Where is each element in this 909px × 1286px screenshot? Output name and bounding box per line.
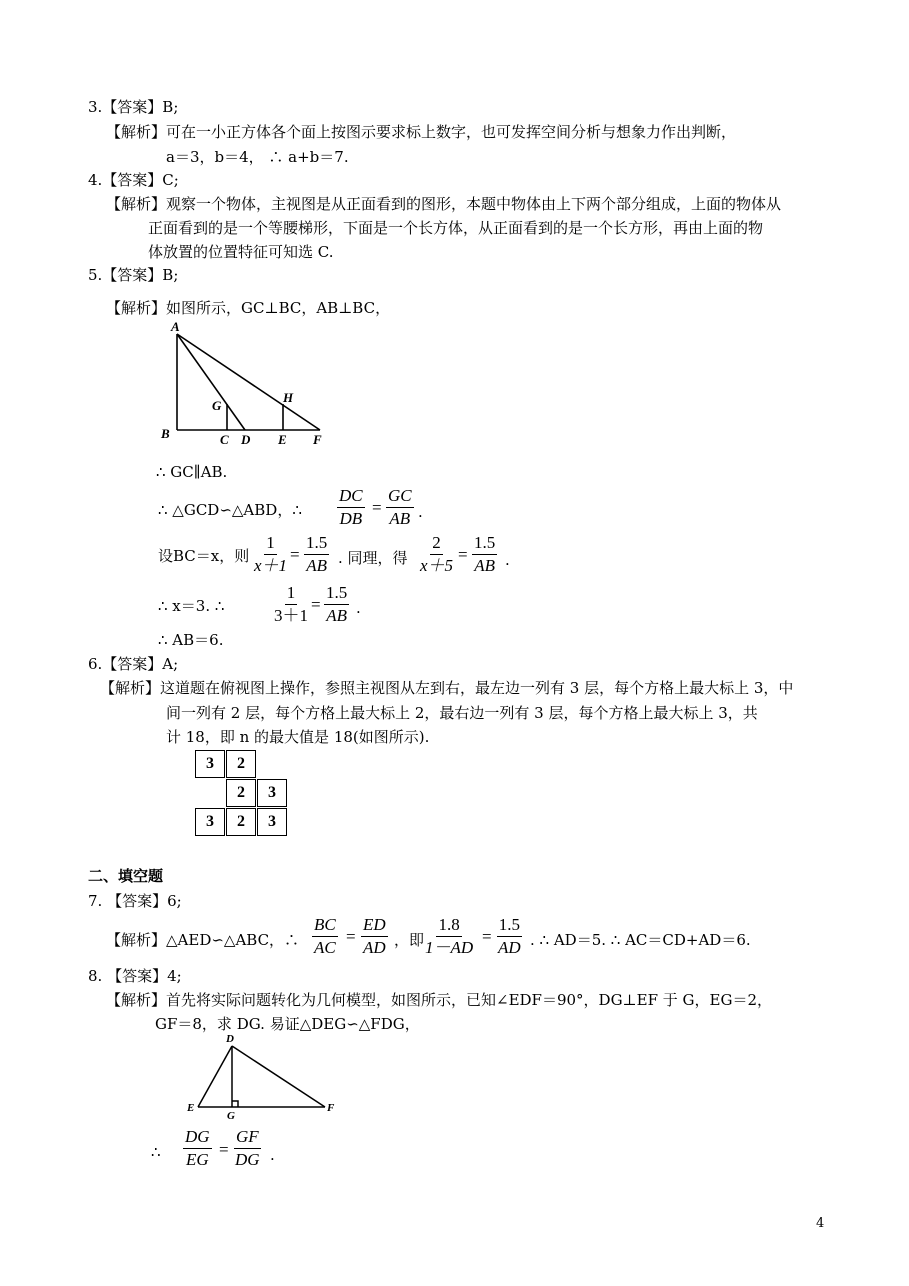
q7-mid: ，即 (394, 931, 425, 949)
fraction-denominator: AB (389, 509, 411, 528)
q5-label-e: E (278, 432, 287, 447)
q8-label-f: F (327, 1102, 335, 1114)
q7-analysis-prefix: 【解析】△AED∽△ABC，∴ (106, 931, 300, 949)
q5-step4-frac-a (272, 583, 310, 626)
fraction-numerator: GC (386, 486, 414, 508)
q4-answer: 4.【答案】C; (88, 171, 179, 189)
fraction-denominator: AB (326, 606, 348, 625)
q4-analysis-line1: 【解析】观察一个物体，主视图是从正面看到的图形，本题中物体由上下两个部分组成，上面的物体从 (106, 195, 782, 213)
q5-step5: ∴ AB＝6. (158, 631, 224, 649)
fraction-denominator: x＋5 (420, 556, 454, 575)
fraction-numerator: GF (234, 1127, 261, 1149)
grid-cell: 3 (257, 808, 287, 836)
period: . (270, 1146, 275, 1164)
q5-step2-frac-left (337, 486, 365, 529)
q5-step3-mid: . 同理，得 (338, 549, 408, 567)
fraction-numerator: DG (183, 1127, 212, 1149)
fraction-numerator: 1.5 (324, 583, 349, 605)
fraction-denominator: 1－AD (425, 938, 474, 957)
q3-result: a＝3，b＝4， ∴ a+b＝7. (166, 148, 349, 166)
q8-label-e: E (187, 1102, 195, 1114)
fraction-numerator: 1 (285, 583, 298, 605)
equals-sign: = (311, 595, 321, 614)
grid-cell: 3 (195, 750, 225, 778)
q5-step2-frac-right (386, 486, 414, 529)
q6-analysis-line3: 计 18，即 n 的最大值是 18(如图所示). (166, 728, 430, 746)
equals-sign: = (458, 545, 468, 564)
q6-analysis-line1: 【解析】这道题在俯视图上操作，参照主视图从左到右，最左边一列有 3 层，每个方格上最大标上 3，中 (100, 679, 794, 697)
q5-step4-frac-b (324, 583, 349, 626)
q5-step2-prefix: ∴ △GCD∽△ABD，∴ (158, 501, 302, 519)
q5-label-f: F (313, 432, 322, 447)
q5-answer: 5.【答案】B; (88, 266, 179, 284)
q8-frac-a (183, 1127, 212, 1170)
q5-label-g: G (212, 398, 222, 413)
q5-label-a: A (171, 319, 180, 334)
grid-cell: 2 (226, 808, 256, 836)
equals-sign: = (219, 1140, 229, 1159)
q5-step3-frac-a (252, 533, 289, 576)
q8-analysis-line1: 【解析】首先将实际问题转化为几何模型，如图所示，已知∠EDF＝90°，DG⊥EF 于 G，EG＝2， (106, 991, 773, 1009)
grid-cell: 2 (226, 779, 256, 807)
grid-cell: 3 (195, 808, 225, 836)
q8-frac-b (233, 1127, 262, 1170)
q7-frac-a (312, 915, 338, 958)
page-number: 4 (816, 1216, 825, 1231)
q8-conclusion-prefix: ∴ (151, 1143, 161, 1161)
equals-sign: = (482, 927, 492, 946)
q5-analysis: 【解析】如图所示，GC⊥BC，AB⊥BC， (106, 299, 391, 317)
grid-cell: 3 (257, 779, 287, 807)
fraction-denominator: AC (314, 938, 336, 957)
q5-step3-frac-c (418, 533, 455, 576)
fraction-numerator: ED (361, 915, 388, 937)
q5-step4-prefix: ∴ x＝3. ∴ (158, 597, 225, 615)
fraction-denominator: AB (474, 556, 496, 575)
fraction-numerator: 1.5 (472, 533, 497, 555)
equals-sign: = (290, 545, 300, 564)
q8-label-g: G (227, 1110, 235, 1122)
fraction-denominator: DB (339, 509, 363, 528)
q7-suffix: . ∴ AD＝5. ∴ AC＝CD+AD＝6. (530, 931, 751, 949)
fraction-denominator: AB (306, 556, 328, 575)
q5-step3-prefix: 设BC＝x，则 (158, 547, 250, 565)
q6-analysis-line2: 间一列有 2 层，每个方格上最大标上 2，最右边一列有 3 层，每个方格上最大标上 3，共 (166, 704, 758, 722)
fraction-denominator: 3＋1 (274, 606, 308, 625)
period: . (505, 551, 510, 569)
q8-right-triangle-figure (180, 1030, 345, 1122)
q4-analysis-line3: 体放置的位置特征可知选 C. (148, 243, 334, 261)
q5-step1: ∴ GC∥AB. (156, 463, 228, 481)
q5-triangle-figure (155, 318, 335, 448)
q3-answer: 3.【答案】B; (88, 98, 179, 116)
fraction-numerator: 2 (430, 533, 443, 555)
q5-label-c: C (220, 432, 229, 447)
q5-label-b: B (161, 426, 170, 441)
q8-analysis-line2: GF＝8，求 DG. 易证△DEG∽△FDG， (155, 1015, 420, 1033)
fraction-numerator: 1.8 (436, 915, 461, 937)
q4-analysis-line2: 正面看到的是一个等腰梯形，下面是一个长方体，从正面看到的是一个长方形，再由上面的物 (148, 219, 764, 237)
fraction-denominator: x＋1 (254, 556, 288, 575)
q6-top-view-grid (195, 750, 290, 838)
q8-label-d: D (226, 1033, 234, 1045)
grid-cell: 2 (226, 750, 256, 778)
fraction-denominator: EG (185, 1150, 209, 1169)
q5-label-d: D (241, 432, 251, 447)
fraction-numerator: BC (312, 915, 338, 937)
q7-frac-b (361, 915, 388, 958)
fraction-numerator: DC (337, 486, 365, 508)
fraction-numerator: 1.5 (304, 533, 329, 555)
q8-answer: 8. 【答案】4; (88, 967, 182, 985)
period: . (356, 599, 361, 617)
q6-answer: 6.【答案】A; (88, 655, 179, 673)
fraction-denominator: DG (235, 1150, 260, 1169)
q7-frac-c (423, 915, 475, 958)
fraction-denominator: AD (498, 938, 521, 957)
fraction-numerator: 1 (264, 533, 277, 555)
equals-sign: = (372, 498, 382, 517)
section-title: 二、填空题 (88, 867, 164, 885)
q7-frac-d (496, 915, 523, 958)
q5-step3-frac-b (304, 533, 329, 576)
period: . (418, 503, 423, 521)
q5-label-h: H (283, 390, 294, 405)
fraction-numerator: 1.5 (497, 915, 522, 937)
q5-step3-frac-d (472, 533, 497, 576)
fraction-denominator: AD (363, 938, 386, 957)
q3-analysis: 【解析】可在一小正方体各个面上按图示要求标上数字，也可发挥空间分析与想象力作出判断， (106, 123, 737, 141)
q7-answer: 7. 【答案】6; (88, 892, 182, 910)
equals-sign: = (346, 927, 356, 946)
